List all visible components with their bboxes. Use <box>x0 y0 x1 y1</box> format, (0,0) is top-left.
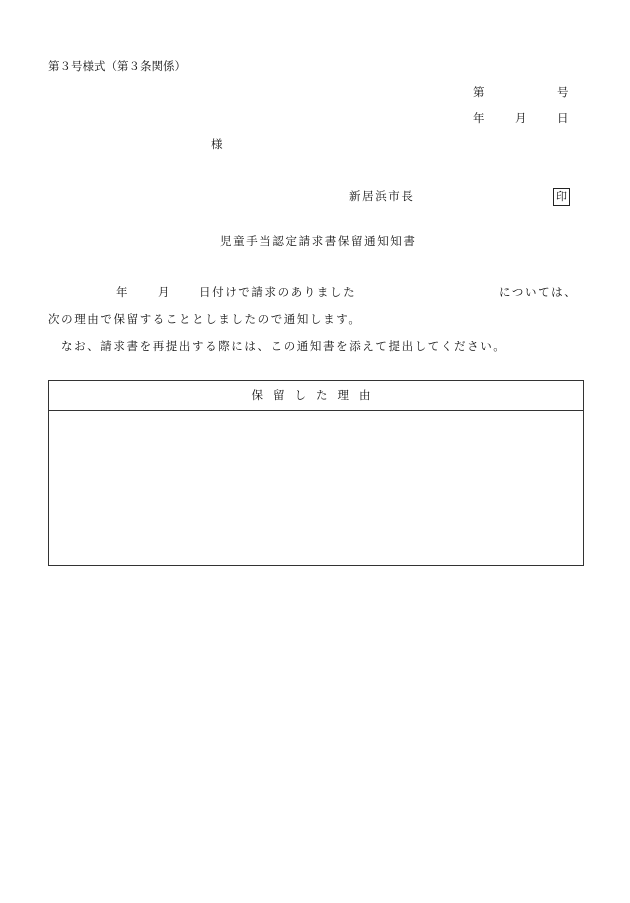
doc-number-prefix: 第 <box>473 85 485 99</box>
date-year: 年 <box>473 111 485 125</box>
reason-header: 保留した理由 <box>49 381 583 411</box>
body-tail: については、 <box>499 285 578 299</box>
date-day: 日 <box>557 111 569 125</box>
addressee-suffix: 様 <box>211 137 223 151</box>
body-year: 年 <box>116 285 128 299</box>
body-line-2: 次の理由で保留することとしましたので通知します。 <box>48 312 362 326</box>
body-day-text: 日付けで請求のありました <box>199 285 357 299</box>
doc-number-suffix: 号 <box>557 85 569 99</box>
date-month: 月 <box>515 111 527 125</box>
document-title: 児童手当認定請求書保留通知知書 <box>220 234 417 248</box>
issuer-name: 新居浜市長 <box>349 189 415 203</box>
reason-table <box>48 380 584 566</box>
body-month: 月 <box>158 285 170 299</box>
seal-mark: 印 <box>553 188 570 206</box>
form-label: 第３号様式（第３条関係） <box>48 59 186 73</box>
body-line-3: なお、請求書を再提出する際には、この通知書を添えて提出してください。 <box>61 339 507 353</box>
reason-content-area[interactable] <box>49 411 583 566</box>
